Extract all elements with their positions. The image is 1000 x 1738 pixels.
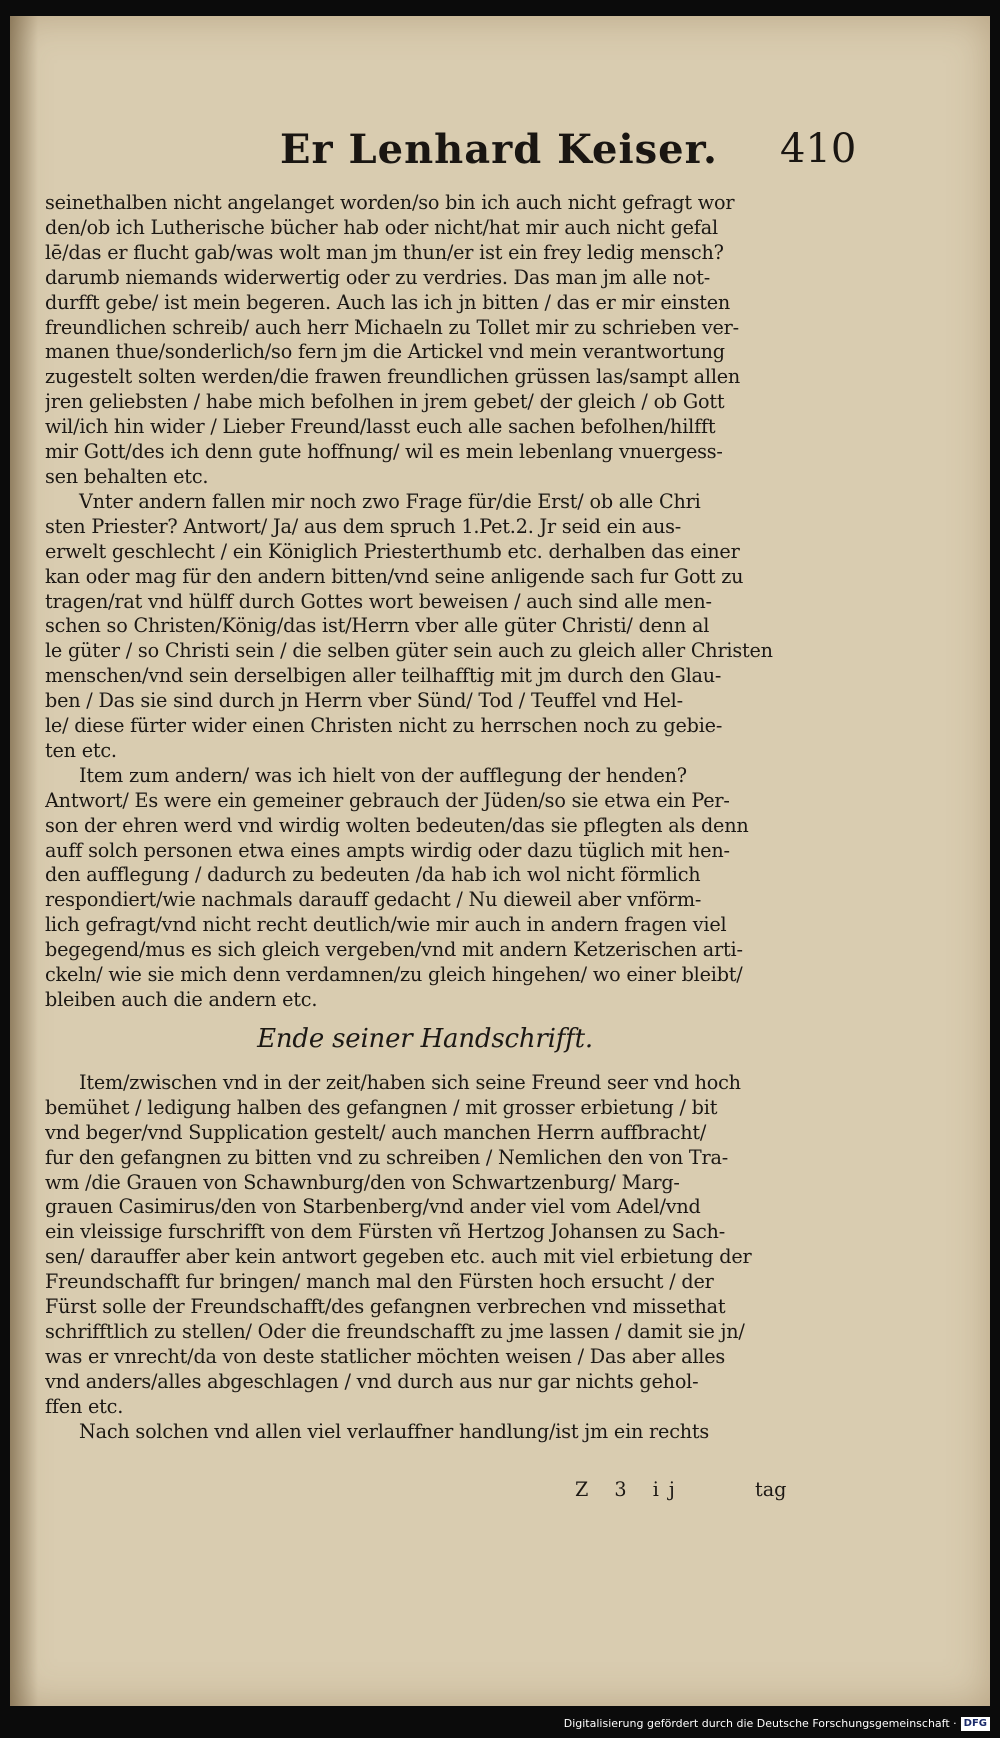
text-line: sten Priester? Antwort/ Ja/ aus dem spruch 1.Pet.2. Jr seid ein aus- xyxy=(45,514,682,538)
text-line: schen so Christen/König/das ist/Herrn vber alle güter Christi/ denn al xyxy=(45,614,710,638)
page-header xyxy=(10,126,990,186)
text-line: Nach solchen vnd allen viel verlauffner handlung/ist jm ein rechts xyxy=(79,1419,710,1443)
text-line: ein vleissige furschrifft von dem Fürsten vñ Hertzog Johansen zu Sach- xyxy=(45,1220,725,1244)
text-line: Freundschafft fur bringen/ manch mal den Fürsten hoch ersucht / der xyxy=(45,1270,714,1294)
catchword: tag xyxy=(755,1478,787,1501)
body-text xyxy=(45,191,805,1445)
text-line: ffen etc. xyxy=(45,1394,124,1418)
text-line: mir Gott/des ich denn gute hoffnung/ wil es mein lebenlang vnuergess- xyxy=(45,440,723,464)
text-line: lich gefragt/vnd nicht recht deutlich/wie mir auch in andern fragen viel xyxy=(45,913,727,937)
text-line: ckeln/ wie sie mich denn verdamnen/zu gleich hingehen/ wo einer bleibt/ xyxy=(45,963,743,987)
text-line: le güter / so Christi sein / die selben güter sein auch zu gleich aller Christen xyxy=(45,639,773,663)
dfg-logo-icon: DFG xyxy=(961,1717,990,1731)
text-line: seinethalben nicht angelanget worden/so bin ich auch nicht gefragt wor xyxy=(45,191,735,214)
text-line: jren geliebsten / habe mich befolhen in jrem gebet/ der gleich / ob Gott xyxy=(45,390,725,414)
text-line: le/ diese fürter wider einen Christen nicht zu herrschen noch zu gebie- xyxy=(45,714,723,738)
text-line: Antwort/ Es were ein gemeiner gebrauch der Jüden/so sie etwa ein Per- xyxy=(45,788,730,812)
text-line: fur den gefangnen zu bitten vnd zu schreiben / Nemlichen den von Tra- xyxy=(45,1145,729,1169)
text-line: begegend/mus es sich gleich vergeben/vnd mit andern Ketzerischen arti- xyxy=(45,938,743,962)
text-line: den aufflegung / dadurch zu bedeuten /da hab ich wol nicht förmlich xyxy=(45,863,701,887)
text-line: zugestelt solten werden/die frawen freundlichen grüssen las/sampt allen xyxy=(45,365,741,389)
text-line: sen/ darauffer aber kein antwort gegeben etc. auch mit viel erbietung der xyxy=(45,1245,752,1269)
text-line: Fürst solle der Freundschafft/des gefangnen verbrechen vnd missethat xyxy=(45,1295,726,1319)
text-line: sen behalten etc. xyxy=(45,464,209,488)
text-line: freundlichen schreib/ auch herr Michaeln zu Tollet mir zu schrieben ver- xyxy=(45,315,739,339)
text-line: bemühet / ledigung halben des gefangnen / mit grosser erbietung / bit xyxy=(45,1095,718,1119)
text-line: erwelt geschlecht / ein Königlich Priesterthumb etc. derhalben das einer xyxy=(45,539,740,563)
signature-mark: Z 3 ij xyxy=(575,1478,685,1501)
text-line: bleiben auch die andern etc. xyxy=(45,988,318,1011)
text-line: Item/zwischen vnd in der zeit/haben sich seine Freund seer vnd hoch xyxy=(79,1070,741,1094)
text-line: Vnter andern fallen mir noch zwo Frage für/die Erst/ ob alle Chri xyxy=(79,489,701,513)
text-line: darumb niemands widerwertig oder zu verdries. Das man jm alle not- xyxy=(45,265,711,289)
text-line: wil/ich hin wider / Lieber Freund/lasst euch alle sachen befolhen/hilfft xyxy=(45,415,716,439)
section-heading: Ende seiner Handschrifft. xyxy=(257,1023,593,1054)
text-line: schrifftlich zu stellen/ Oder die freundschafft zu jme lassen / damit sie jn/ xyxy=(45,1319,745,1343)
text-line: kan oder mag für den andern bitten/vnd seine anligende sach fur Gott zu xyxy=(45,564,744,588)
text-line: durfft gebe/ ist mein begeren. Auch las ich jn bitten / das er mir einsten xyxy=(45,290,731,314)
text-line: grauen Casimirus/den von Starbenberg/vnd ander viel vom Adel/vnd xyxy=(45,1195,701,1219)
text-line: vnd beger/vnd Supplication gestelt/ auch manchen Herrn auffbracht/ xyxy=(45,1120,707,1144)
text-line: lē/das er flucht gab/was wolt man jm thun/er ist ein frey ledig mensch? xyxy=(45,240,724,264)
running-title: Er Lenhard Keiser. xyxy=(280,126,718,173)
credit-text: Digitalisierung gefördert durch die Deutsche Forschungsgemeinschaft · xyxy=(563,1717,957,1730)
text-line: respondiert/wie nachmals darauff gedacht / Nu dieweil aber vnförm- xyxy=(45,888,702,912)
text-line: tragen/rat vnd hülff durch Gottes wort beweisen / auch sind alle men- xyxy=(45,589,712,613)
text-line: vnd anders/alles abgeschlagen / vnd durch aus nur gar nichts gehol- xyxy=(45,1369,699,1393)
text-line: son der ehren werd vnd wirdig wolten bedeuten/das sie pflegten als denn xyxy=(45,813,749,837)
page-footer xyxy=(45,1478,805,1506)
text-line: ten etc. xyxy=(45,738,117,762)
text-line: den/ob ich Lutherische bücher hab oder nicht/hat mir auch nicht gefal xyxy=(45,215,718,239)
text-line: ben / Das sie sind durch jn Herrn vber Sünd/ Tod / Teuffel vnd Hel- xyxy=(45,689,683,713)
digitization-credit xyxy=(564,1714,990,1734)
page-number: 410 xyxy=(780,126,857,172)
book-page xyxy=(10,16,990,1706)
text-line: menschen/vnd sein derselbigen aller teilhafftig mit jm durch den Glau- xyxy=(45,664,722,688)
text-line: wm /die Grauen von Schawnburg/den von Schwartzenburg/ Marg- xyxy=(45,1170,680,1194)
text-line: was er vnrecht/da von deste statlicher möchten weisen / Das aber alles xyxy=(45,1344,726,1368)
text-line: auff solch personen etwa eines ampts wirdig oder dazu tüglich mit hen- xyxy=(45,838,730,862)
text-line: manen thue/sonderlich/so fern jm die Artickel vnd mein verantwortung xyxy=(45,340,725,364)
text-line: Item zum andern/ was ich hielt von der aufflegung der henden? xyxy=(79,763,687,787)
